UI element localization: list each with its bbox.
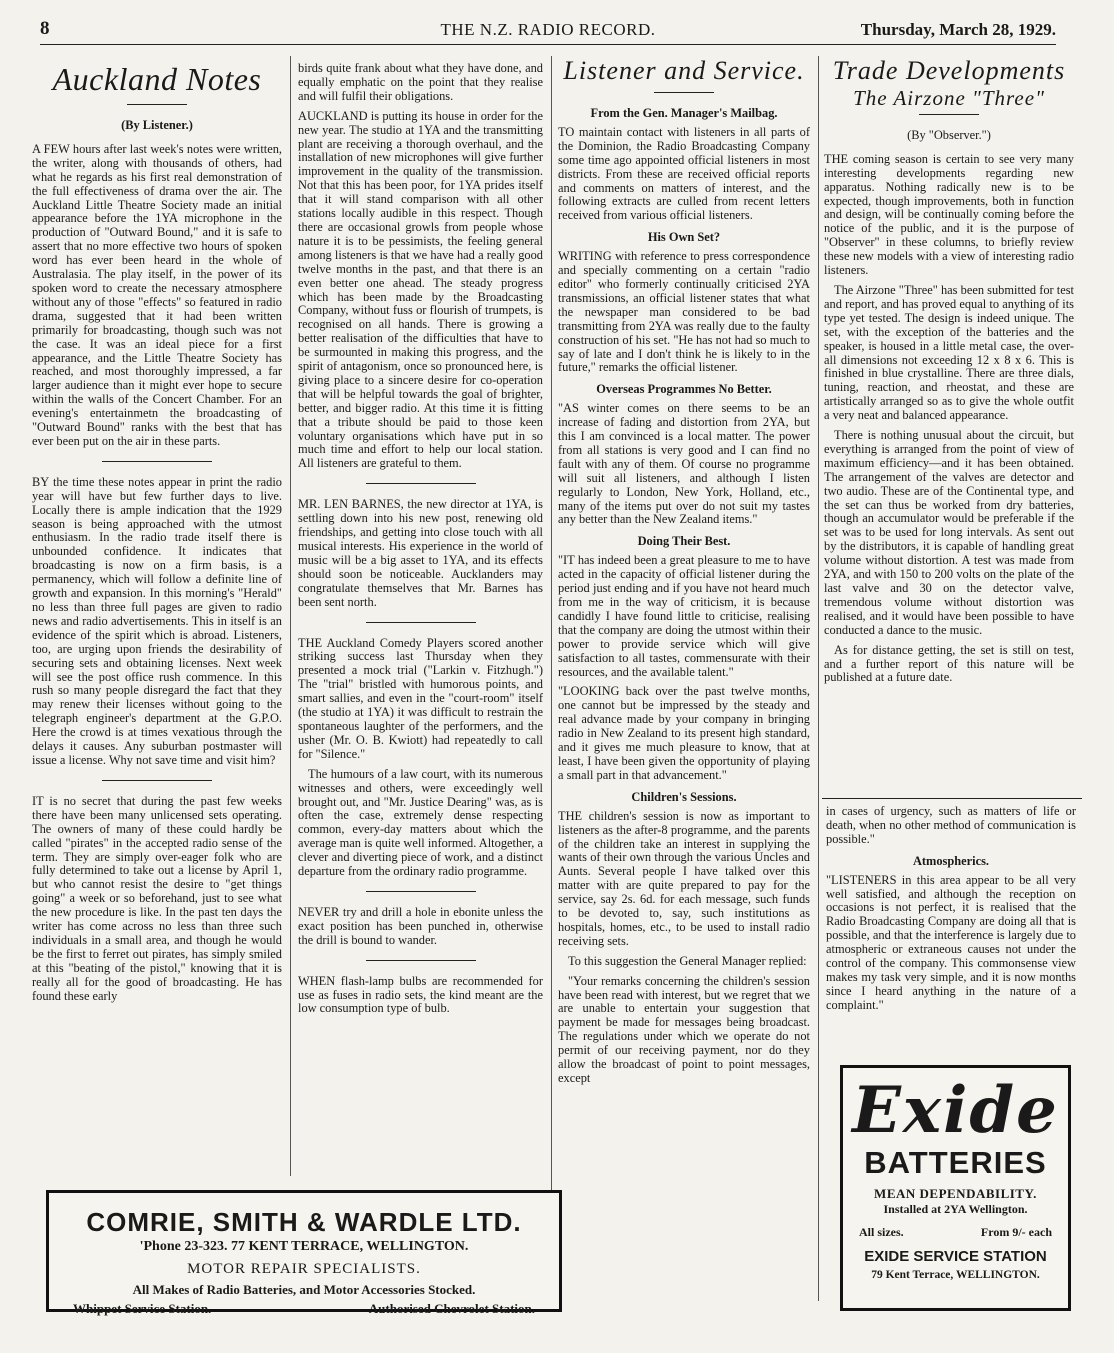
ad-product: BATTERIES [864,1145,1047,1180]
divider [102,780,212,781]
listener-paragraph: "LOOKING back over the past twelve months, one cannot but be impressed by the steady and real advance made by your company in bringing radio in New Zealand to its present high standard, and it gives me much pleasure to know, that at least, I have been given the opportunity of playing a small part in that advancement." [558,684,810,782]
ad-tagline: MOTOR REPAIR SPECIALISTS. [187,1261,421,1277]
section-heading: Children's Sessions. [631,789,737,804]
ad-footer-right: Authorised Chevrolet Station. [368,1301,535,1316]
column-rule [551,56,552,1301]
auckland-paragraph: A FEW hours after last week's notes were written, the writer, along with thousands of others, had what he regards as his first real demonstration of the full effectiveness of drama over the air. The Auckland Little Theatre Society made an initial appearance before the 1YA microphone in the production of "Outward Bound," and it is safe to assert that no more effective two hours of spoken word has ever been heard in the whole of Australasia. The play itself, in the power of its spoken word to create the necessary atmosphere without any of those "effects" so featured in radio drama, suggested that it had been written primarily for broadcasting, though such was not the case. It was an ideal piece for a first appearance, and the Little Theatre Society has reached, and most thoroughly impressed, a far larger audience than it might ever hope to secure within the walls of the Concert Chamber. For an evening's entertainmetn the broadcasting of "Outward Bound" ranks with the best that has ever been put on the air in these parts. [32,141,282,448]
listener-paragraph: "AS winter comes on there seems to be an increase of fading and distortion from 2YA, but this I am convinced is a local matter. The power from all stations is very good and I can find no fault with any of them. Of course no programme will suit all listeners, and although I listen regularly to London, New York, Holland, etc., many of the items put over do not suit my tastes any better than the New Zealand items." [558,401,810,527]
auckland-headline: Auckland Notes [52,61,262,97]
trade-paragraph: As for distance getting, the set is still on test, and a further report of this nature will be published at a future date. [824,642,1074,685]
divider [127,104,187,105]
section-rule [822,798,1082,799]
section-heading: Doing Their Best. [637,534,731,549]
listener-paragraph: TO maintain contact with listeners in all parts of the Dominion, the Radio Broadcasting Company some time ago appointed official listeners in most districts. From these are received official reports and comments on matters of interest, and the following extracts are culled from recent letters received from various official listeners. [558,124,810,223]
column-rule [818,56,819,1301]
ad-sizes: All sizes. [859,1225,904,1239]
auckland-paragraph: WHEN flash-lamp bulbs are recommended for use as fuses in radio sets, the kind meant are the low consumption type of bulb. [298,973,543,1016]
ad-company-name: COMRIE, SMITH & WARDLE LTD. [86,1207,522,1237]
section-heading: His Own Set? [647,230,721,245]
listener-paragraph: THE children's session is now as important to listeners as the after-8 programme, and the parents of the children take an interest in supplying the wants of their own through the various Uncles and Aunts. Several people I have talked over this matter with are quite prepared to pay for the service, say 2s. 6d. for each message, such funds to be devoted to, say, such institutions as hospitals, homes, etc., to be used to install radio receiving sets. [558,808,810,948]
divider [654,92,714,93]
divider [366,483,476,484]
listener-paragraph: "Your remarks concerning the children's session have been read with interest, but we regret that we are unable to entertain your suggestion that payment be made for messages being broadcast. The regulations under which we operate do not permit of our receiving payment, nor do they allow the broadcast of point to point messages, except [558,973,810,1085]
comrie-smith-wardle-ad [46,1190,562,1316]
issue-date: Thursday, March 28, 1929. [860,20,1056,39]
column-3 [558,52,810,1302]
trade-headline: Trade Developments [832,56,1066,85]
exide-logo: Exide [852,1073,1059,1148]
ad-footer-left: Whippet Service Station. [73,1301,212,1316]
trade-paragraph: The Airzone "Three" has been submitted for test and report, and has proved equal to anything of its type yet tested. The design is indeed unique. The set, with the exception of the batteries and the speaker, is housed in a little metal case, the over-all dimensions not exceeding 12 x 8 x 6. This is finished in blue crystalline. There are three dials, tuning, reaction, and rheostat, and these are artistically arranged so as to give the whole outfit a very neat and balanced appearance. [824,282,1074,423]
listener-paragraph: "IT has indeed been a great pleasure to me to have acted in the capacity of official listener during the period just ending and if you have not heard much from me in the way of criticism, it is because candidly I have found little to criticise, realising that the company are doing the utmost within their power to provide service which will give satisfaction to all tastes, commensurate with their resources, and the available talent." [558,553,810,679]
listener-paragraph: To this suggestion the General Manager replied: [568,953,807,968]
auckland-paragraph: birds quite frank about what they have done, and equally emphatic on the point that they realise and will fulfil their obligations. [298,62,543,103]
ad-footer [49,1301,559,1317]
column-4-continued [826,805,1076,1060]
trade-byline: (By "Observer.") [907,127,991,142]
ad-station-address: 79 Kent Terrace, WELLINGTON. [871,1269,1040,1281]
auckland-paragraph: MR. LEN BARNES, the new director at 1YA, is settling down into his new post, renewing old friendships, and getting into close touch with all musical interests. His experience in the world of music will be a big asset to 1YA, and its effects should soon be noticeable. Aucklanders may congratulate themselves that Mr. Barnes has been sent north. [298,497,543,609]
auckland-paragraph: THE Auckland Comedy Players scored another striking success last Thursday when they presented a mock trial ("Larkin v. Fitzhugh.") The "trial" bristled with humorous points, and smart sallies, and even in the "court-room" itself (the studio at 1YA) it was difficult to restrain the spontaneous laughter of the performers, and the usher (Mr. O. B. Kwiott) had repeatedly to call for "Silence." [298,635,543,761]
column-2 [298,62,543,1177]
trade-paragraph: THE coming season is certain to see very many interesting developments regarding new apparatus. Nothing radically new is to be expected, though improvements, both in function and design, will be continually coming before the notice of the public, and it is the purpose of "Observer" in these columns, to briefly review these new models with a view of interesting radio listeners. [824,151,1074,278]
auckland-paragraph: IT is no secret that during the past few weeks there have been many unlicensed sets operating. The owners of many of these could hardly be called "pirates" in the accepted radio sense of the term. They are simply over-eager folk who are fully determined to take out a license by April 1, but who cannot resist the desire to "get things going" a week or so beforehand, just to see what the new procedure is like. In the past ten days the writer has come across no less than three such individuals in a small area, and though he would be the first to ferret out pirates, has simply smiled at this "beating of the pistol," knowing that it is really all for the good of broadcasting. He has found these early [32,793,282,1003]
listener-paragraph: WRITING with reference to press correspondence and specially commenting on a certain "radio editor" who formerly continually criticised 2YA transmissions, an official listener states that what the newspaper man considered to be bad transmitting from 2YA was really due to the faulty construction of his set. "He has not had so much to say of late and I don't think he is likely to in the future," remarks the official listener. [558,249,810,375]
divider [366,960,476,961]
auckland-paragraph: The humours of a law court, with its numerous witnesses and others, were exceedingly well brought out, and "Mr. Justice Dearing" was, as is often the case, extremely dense respecting common, every-day matters about which the average man is quite well informed. Altogether, a clever and diverting piece of work, and a distinct departure from the ordinary radio programme. [298,766,543,879]
divider [366,891,476,892]
trade-paragraph: There is nothing unusual about the circuit, but everything is arranged from the point of view of maximum efficiency—and it has been obtained. The arrangement of the valves are detector and two audio. These are of the Continental type, and the set can thus be worked from dry batteries, though an accumulator would be preferable if the set was to be used for long intervals. As sent out by the distributors, it is capable of handling great volume without distortion. A test was made from 2YA, and with 150 to 200 volts on the plate of the last valve and 30 on the detector valve, tremendous volume without distortion was realised, and it would have been possible to have conducted a dance to the music. [824,428,1074,637]
listener-paragraph: "LISTENERS in this area appear to be all very well satisfied, and although the reception on occasions is not perfect, it is realised that the Radio Broadcasting Company are doing all that is possible, and that the interference is largely due to atmospheric or extraneous causes not under the control of the company. This commonsense view makes my task very simple, and it is now months since I heard anything in the nature of a complaint." [826,872,1076,1012]
section-heading: Atmospherics. [912,853,990,868]
exide-batteries-ad [840,1065,1071,1311]
section-heading: Overseas Programmes No Better. [596,382,772,397]
listener-paragraph: in cases of urgency, such as matters of life or death, when no other method of communication is possible." [826,805,1076,846]
page-number: 8 [40,18,50,39]
ad-stock-line: All Makes of Radio Batteries, and Motor Accessories Stocked. [132,1282,476,1297]
trade-subhead: The Airzone "Three" [853,86,1045,110]
auckland-paragraph: NEVER try and drill a hole in ebonite unless the exact position has been punched in, otherwise the drill is bound to wander. [298,904,543,947]
column-1 [32,56,282,1181]
ad-installed: Installed at 2YA Wellington. [883,1202,1028,1216]
auckland-byline: (By Listener.) [121,118,193,132]
ad-slogan: MEAN DEPENDABILITY. [874,1186,1037,1201]
listener-source: From the Gen. Manager's Mailbag. [590,106,778,120]
ad-sizes-price [843,1225,1068,1240]
listener-headline: Listener and Service. [563,56,805,85]
column-rule [290,56,291,1176]
auckland-paragraph: AUCKLAND is putting its house in order for the new year. The studio at 1YA and the transmitting plant are receiving a thorough overhaul, and the installation of new microphones will give further improvement in the quality of the transmission. Not that this has been poor, for 1YA prides itself that it will stand comparison with all other stations locally audible in this respect. Though there are occasional growls from people whose nature it is to be pessimists, the feeling general among listeners is that we have had a really good twelve months in the past, and that there is an even better one ahead. The steady progress which has been made by the Broadcasting Company, without fuss or flourish of trumpets, is recognised on all hands. There is growing a better realisation of the difficulties that have to be surmounted in making this progress, and the spirit of antagonism, once so pronounced here, is giving place to a sincere desire for co-operation that will be helpful towards the goal of brighter, better, and bigger radio. At this time it is fitting that a tribute should be paid to those keen voluntary organisations which have put in so much time and effort to help our local station. All listeners are grateful to them. [298,108,543,471]
divider [366,622,476,623]
divider [102,461,212,462]
ad-address: 'Phone 23-323. 77 KENT TERRACE, WELLINGTON. [139,1239,469,1254]
newspaper-title: THE N.Z. RADIO RECORD. [440,20,656,39]
ad-station: EXIDE SERVICE STATION [864,1248,1047,1265]
ad-price: From 9/- each [980,1225,1052,1239]
column-4 [824,52,1074,797]
masthead [40,18,1056,45]
auckland-paragraph: BY the time these notes appear in print the radio year will have but few further days to live. Locally there is ample indication that the 1929 season is being approached with the utmost enthusiasm. In the radio trade itself there is unbounded confidence. It indicates that broadcasting is now on a firm basis, is a permanency, which will follow a definite line of growth and expansion. In this morning's "Herald" no less than three full pages are given to radio news and radio advertisements. This in itself is an evidence of the spirit which is abroad. Listeners, too, are urging upon friends the desirability of securing sets and obtaining licenses. Next week will see the post office rush commence. In this rush so many people disregard the fact that they may renew their licenses without going to the telegraph engineer's department at the G.P.O. Here the crowd is at times vexatious through the delays it causes. Any suburban postmaster will issue a license. Why not save time and visit him? [32,474,282,767]
divider [919,114,979,115]
